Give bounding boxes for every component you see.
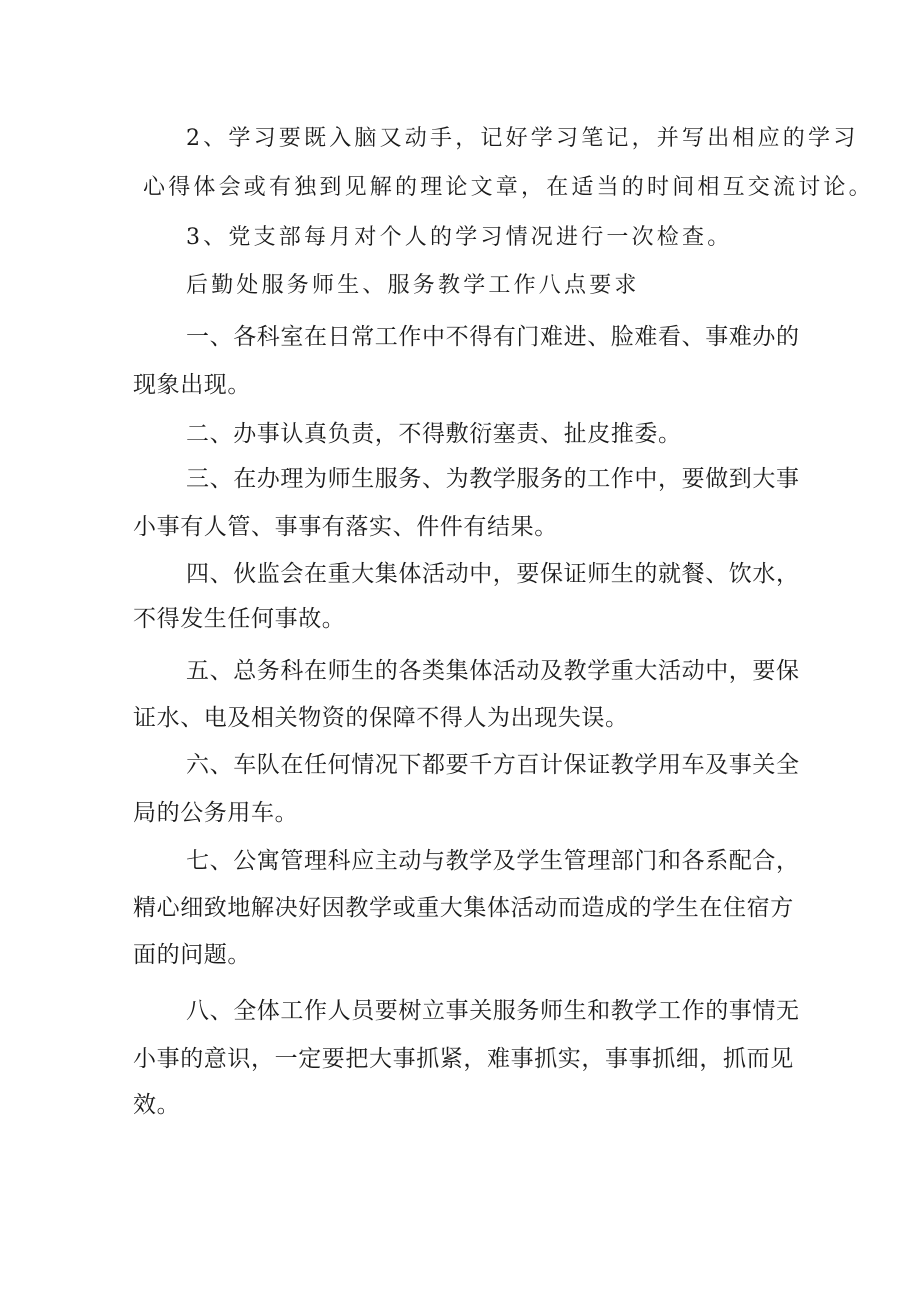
requirement-1-line-1: 一、各科室在日常工作中不得有门难进、脸难看、事难办的 [186,324,800,350]
requirement-8-line-3: 效。 [133,1092,181,1118]
requirement-4-line-2: 不得发生任何事故。 [133,606,346,632]
requirement-8-line-1: 八、全体工作人员要树立事关服务师生和教学工作的事情无 [186,998,800,1024]
study-rule-2-line-1: 2、学习要既入脑又动手，记好学习笔记，并写出相应的学习 [186,126,859,151]
requirement-1-line-2: 现象出现。 [133,372,251,398]
section-title: 后勤处服务师生、服务教学工作八点要求 [186,273,640,298]
requirement-7-line-2: 精心细致地解决好因教学或重大集体活动而造成的学生在住宿方 [133,895,794,921]
requirement-4-line-1: 四、伙监会在重大集体活动中，要保证师生的就餐、饮水， [186,561,800,587]
requirement-3-line-2: 小事有人管、事事有落实、件件有结果。 [133,514,558,540]
requirement-6-line-1: 六、车队在任何情况下都要千方百计保证教学用车及事关全 [186,752,800,778]
requirement-7-line-1: 七、公寓管理科应主动与教学及学生管理部门和各系配合， [186,848,800,874]
requirement-5-line-1: 五、总务科在师生的各类集体活动及教学重大活动中，要保 [186,658,800,684]
requirement-6-line-2: 局的公务用车。 [133,800,299,826]
requirement-3-line-1: 三、在办理为师生服务、为教学服务的工作中，要做到大事 [186,466,800,492]
requirement-8-line-2: 小事的意识，一定要把大事抓紧，难事抓实，事事抓细，抓而见 [133,1046,794,1072]
study-rule-2-line-2: 心得体会或有独到见解的理论文章，在适当的时间相互交流讨论。 [143,175,874,200]
requirement-5-line-2: 证水、电及相关物资的保障不得人为出现失误。 [133,705,629,731]
study-rule-3: 3、党支部每月对个人的学习情况进行一次检查。 [186,225,733,250]
requirement-7-line-3: 面的问题。 [133,942,251,968]
requirement-2: 二、办事认真负责，不得敷衍塞责、扯皮推委。 [186,421,682,447]
